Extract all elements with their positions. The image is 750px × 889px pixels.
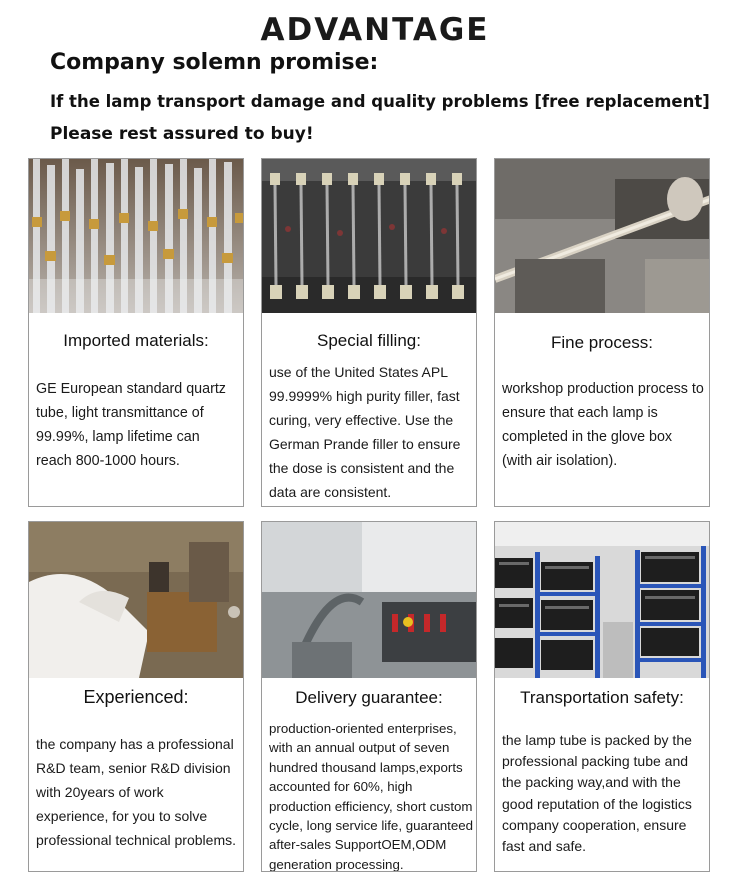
feature-card-fine-process bbox=[494, 158, 710, 507]
card-description: the company has a professional R&D team, senior R&D division with 20years of work experience, for you to solve professional technical problems. bbox=[36, 736, 236, 848]
feature-card-imported-materials bbox=[28, 158, 244, 507]
feature-card-experienced bbox=[28, 521, 244, 872]
lamp-inspection-photo bbox=[29, 522, 243, 678]
glove-box-process-photo bbox=[495, 159, 709, 313]
card-description: GE European standard quartz tube, light transmittance of 99.99%, lamp lifetime can reach 800-1000 hours. bbox=[36, 381, 226, 469]
feature-card-special-filling bbox=[261, 158, 477, 507]
card-title: Delivery guarantee: bbox=[295, 688, 443, 707]
card-title: Special filling: bbox=[317, 331, 421, 350]
card-title: Imported materials: bbox=[63, 331, 209, 350]
card-description: workshop production process to ensure that each lamp is completed in the glove box (with air isolation). bbox=[502, 381, 704, 469]
page-title: ADVANTAGE bbox=[260, 12, 490, 48]
assurance-text: Please rest assured to buy! bbox=[50, 124, 314, 144]
replacement-guarantee-text: If the lamp transport damage and quality problems [free replacement] bbox=[50, 92, 710, 111]
card-description: the lamp tube is packed by the professional packing tube and the packing way,and with the good reputation of the logistics company cooperation, ensure fast and safe. bbox=[502, 732, 692, 855]
promise-heading: Company solemn promise: bbox=[50, 50, 379, 75]
card-title: Experienced: bbox=[83, 687, 189, 707]
card-description: production-oriented enterprises, with an annual output of seven hundred thousand lamps,exports accounted for 60%, high production efficiency, short custom cycle, long service life, guaranteed after-sales SupportOEM,ODM generation processing. bbox=[269, 721, 473, 872]
warehouse-shelves-photo bbox=[495, 522, 709, 678]
feature-card-delivery-guarantee bbox=[261, 521, 477, 872]
production-line-photo bbox=[262, 522, 476, 678]
card-description: use of the United States APL 99.9999% high purity filler, fast curing, very effective. Use the German Prande filler to ensure the dose is consistent and the data are consistent. bbox=[269, 364, 461, 500]
feature-card-transportation-safety bbox=[494, 521, 710, 872]
quartz-tubes-photo bbox=[29, 159, 243, 313]
card-title: Transportation safety: bbox=[520, 688, 684, 707]
card-title: Fine process: bbox=[550, 333, 654, 352]
filling-machine-photo bbox=[262, 159, 476, 313]
